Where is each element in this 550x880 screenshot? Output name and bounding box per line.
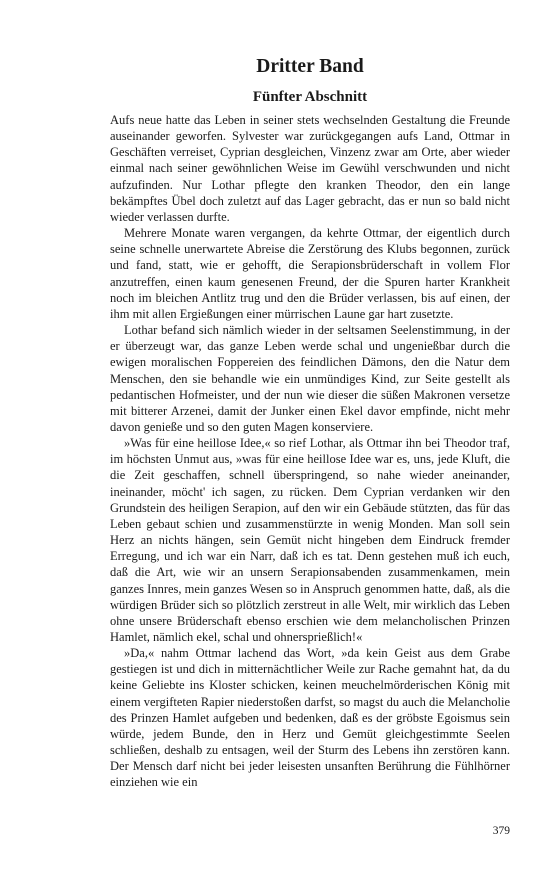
volume-title: Dritter Band (256, 56, 364, 77)
paragraph-3: Lothar befand sich nämlich wieder in der seltsamen Seelenstimmung, in der er überzeugt war, das ganze Leben werde schal und ungenießbar durch die ewigen moralischen Foppereien des feindlichen Dämons, den die Natur dem Menschen, den sie behandle wie ein unmündiges Kind, zur Seite gestellt als pedantischen Hofmeister, und der nun wie dieser die süßen Makronen versetze mit bitterer Arzenei, damit der Junker einen Ekel davor empfinde, nicht mehr davon genieße und so den guten Magen konserviere. (110, 323, 510, 434)
book-page (110, 56, 510, 791)
body-text (110, 112, 510, 791)
paragraph-5: »Da,« nahm Ottmar lachend das Wort, »da kein Geist aus dem Grabe gestiegen ist und dich in mitternächtlicher Weile zur Rache gemahnt hat, da du keine Geliebte ins Kloster schicken, keinen meuchelmörderischen König mit einem vergifteten Rapier niederstoßen darfst, so magst du auch die Melancholie des Prinzen Hamlet aufgeben und bedenken, daß es der gröbste Egoismus sein würde, jedem Bunde, den in Herz und Gemüt gleichgestimmte Seelen schließen, deshalb zu entsagen, weil der Sturm des Lebens ihn zerstören kann. Der Mensch darf nicht bei jeder leisesten unsanften Berührung die Fühlhörner einziehen wie ein (110, 646, 510, 790)
section-title: Fünfter Abschnitt (252, 89, 368, 105)
paragraph-4: »Was für eine heillose Idee,« so rief Lothar, als Ottmar ihn bei Theodor traf, im höchsten Unmut aus, »was für eine heillose Idee war es, uns, jede Kluft, die die Zeit geschaffen, schnell überspringend, so nahe wieder aneinander, ineinander, möcht' ich sagen, zu rücken. Dem Cyprian verdanken wir den Grundstein des heiligen Serapion, auf den wir ein Gebäude stützten, das für das Leben gebaut schien und zusammenstürzte in wenig Monden. Man soll sein Herz an nichts hängen, sein Gemüt nicht hingeben dem Eindruck fremder Erregung, und ich war ein Narr, daß ich es tat. Denn gestehen muß ich euch, daß die Art, wie wir an unsern Serapionsabenden zusammenkamen, mein ganzes Innres, mein ganzes Wesen so in Anspruch genommen hatte, daß, als die würdigen Brüder sich so plötzlich zerstreut in alle Welt, mir wirklich das Leben ohne unsere Brüderschaft ebenso erschien wie dem melancholischen Prinzen Hamlet, nämlich ekel, schal und ohnersprießlich!« (110, 436, 510, 644)
paragraph-1: Aufs neue hatte das Leben in seiner stets wechselnden Gestaltung die Freunde auseinander geworfen. Sylvester war zurückgegangen aufs Land, Ottmar in Geschäften verreiset, Cyprian desgleichen, Vinzenz zwar am Orte, aber wieder einmal nach seiner gewöhnlichen Weise im Gewühl verschwunden und nicht aufzufinden. Nur Lothar pflegte den kranken Theodor, den ein lange bekämpftes Übel doch zuletzt auf das Lager gebracht, das er nun so bald nicht wieder verlassen durfte. (110, 113, 510, 224)
page-number: 379 (492, 825, 510, 837)
paragraph-2: Mehrere Monate waren vergangen, da kehrte Ottmar, der eigentlich durch seine schnelle unerwartete Abreise die Zerstörung des Klubs begonnen, zurück und fand, statt, wie er gehofft, die Serapionsbrüderschaft in vollem Flor anzutreffen, einen kaum genesenen Freund, der die Spuren harter Krankheit noch im bleichen Antlitz trug und den die Brüder verlassen, bis auf einen, der ihm mit allen Ergießungen einer mürrischen Laune gar hart zusetzte. (110, 226, 510, 321)
